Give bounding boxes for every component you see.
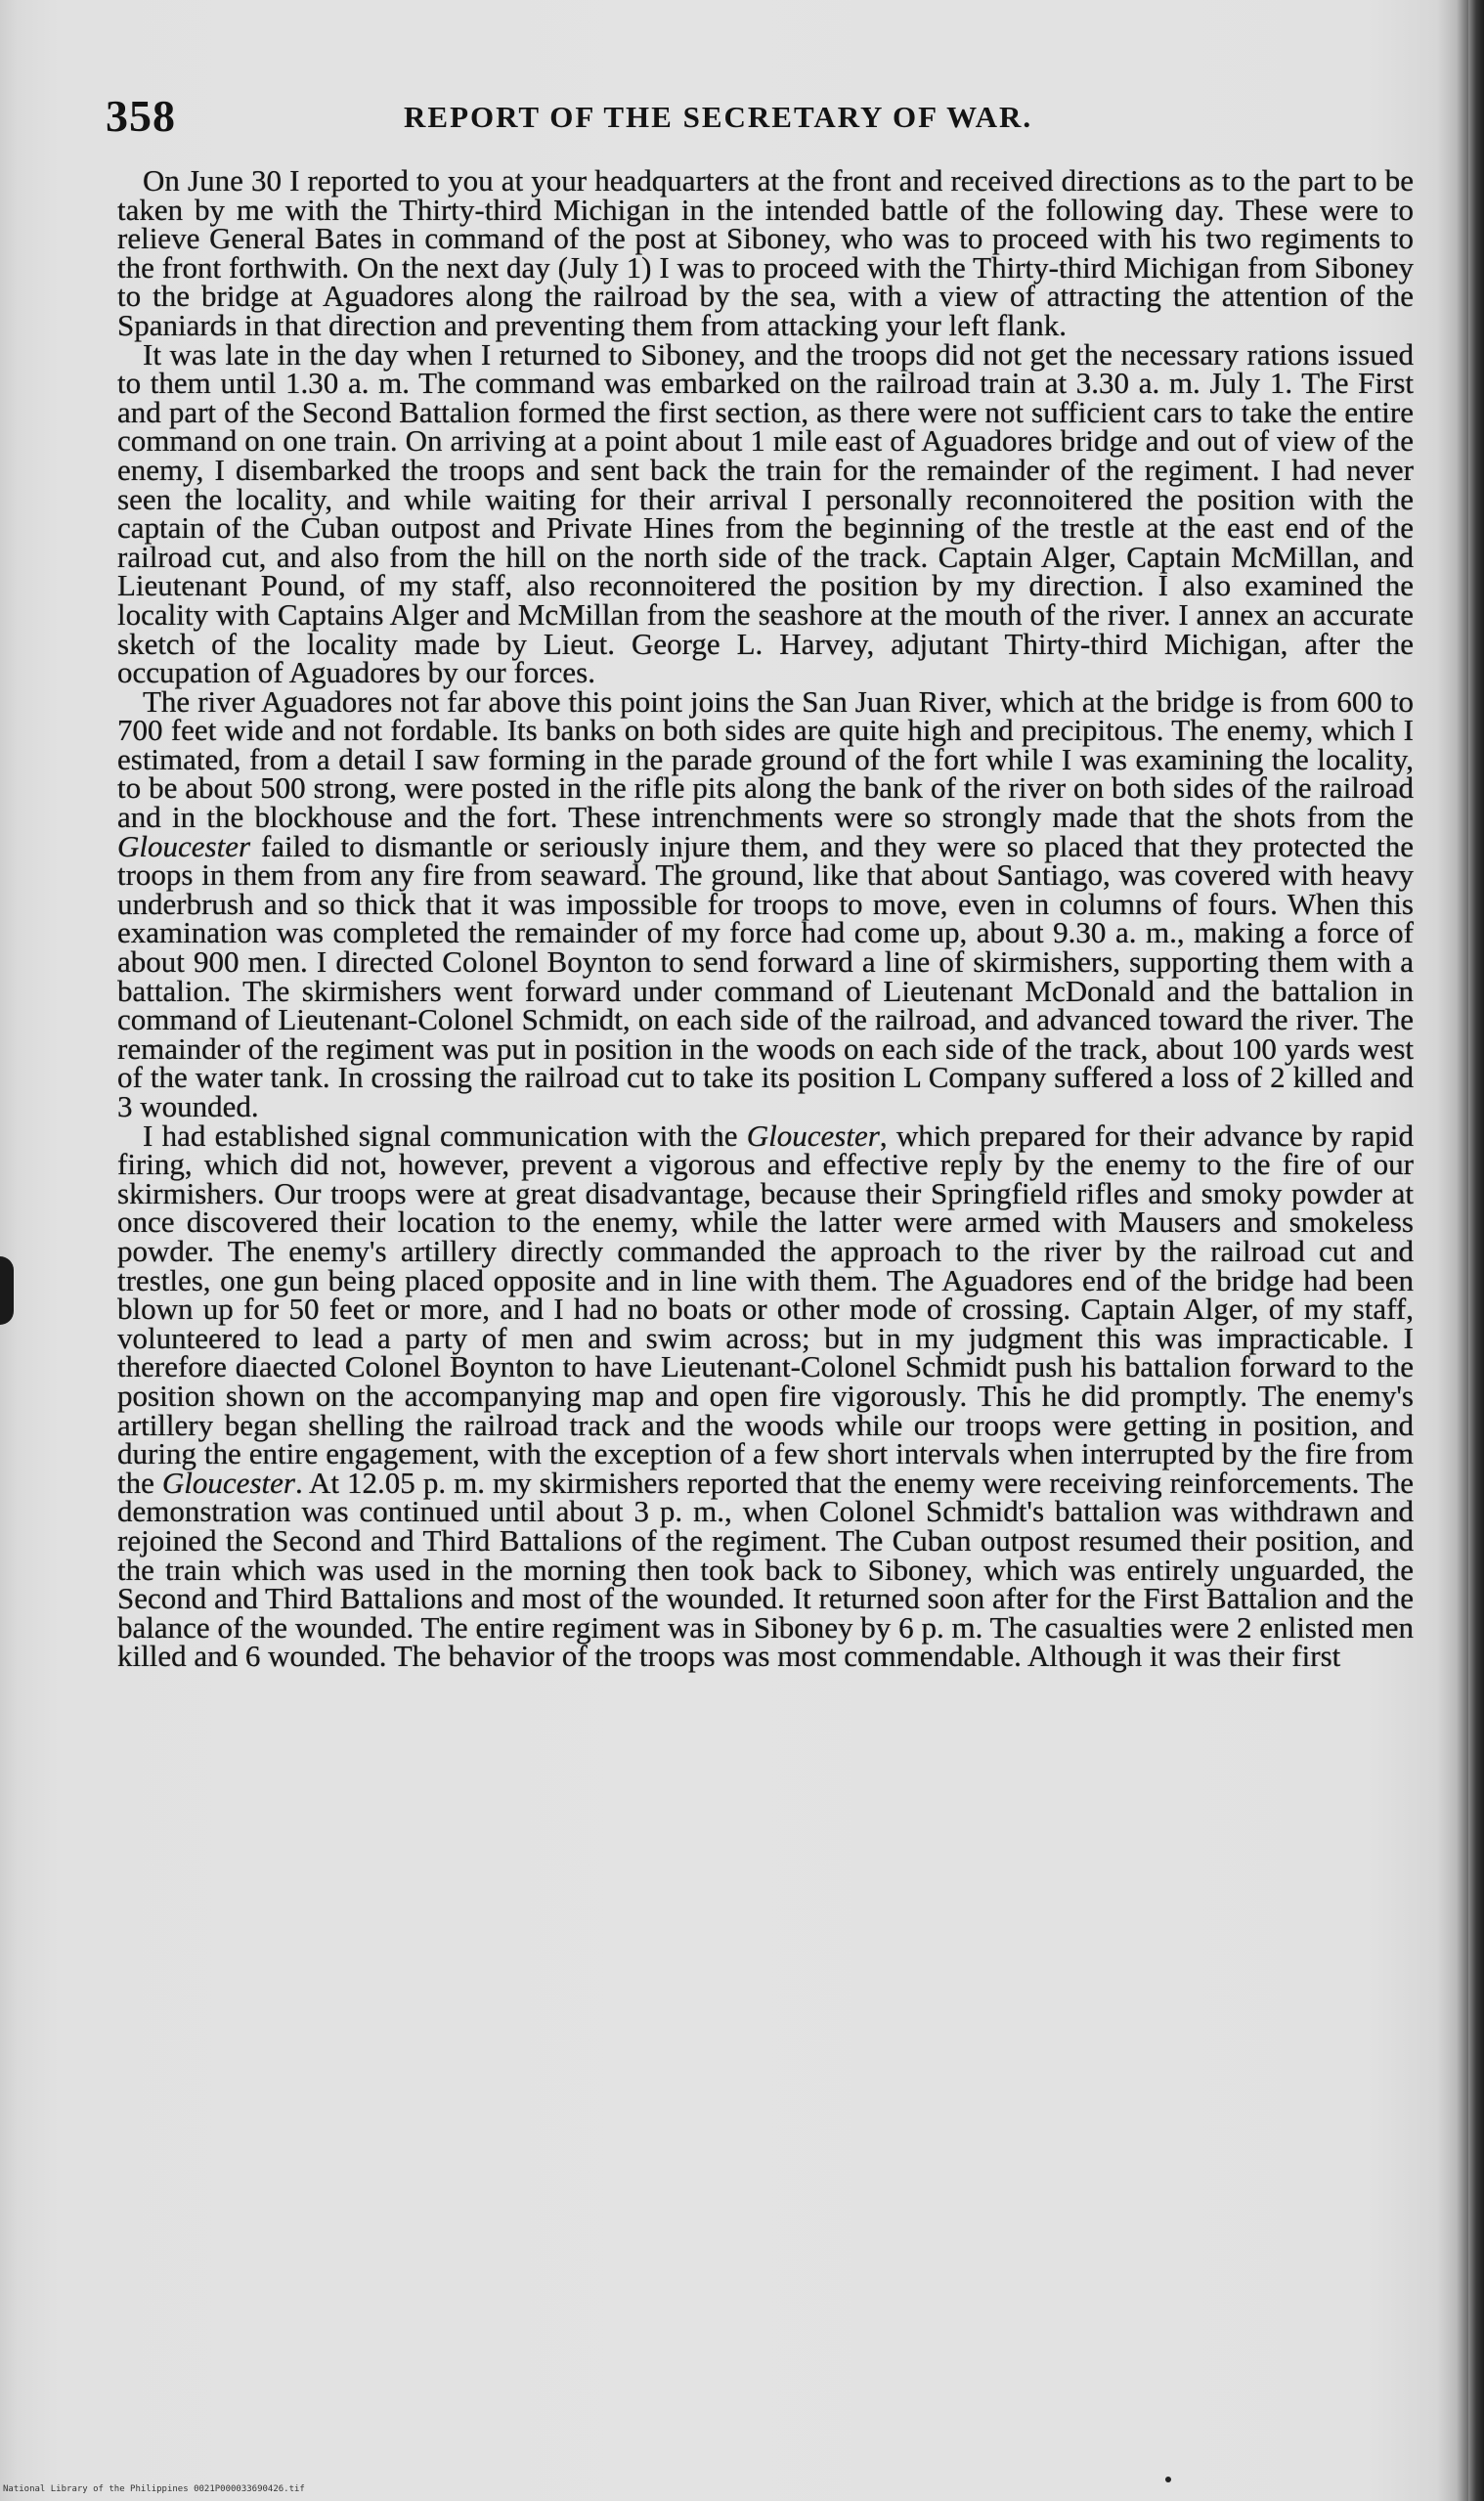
page-number: 358 <box>106 91 176 141</box>
paragraph-text: The river Aguadores not far above this point joins the San Juan River, which at the bridge is from 600 to 700 feet wide and not fordable. Its banks on both sides are quite high and precipitous. The enemy, which I estimated, from a detail I saw forming in the parade ground of the fort while I was examining the locality, to be about 500 strong, were posted in the rifle pits along the bank of the river on both sides of the railroad and in the blockhouse and the fort. These intrenchments were so strongly made that the shots from the <box>117 683 1414 835</box>
paragraph-text: failed to dismantle or seriously injure them, and they were so placed that they protected the troops in them from any fire from seaward. The ground, like that about Santiago, was covered with heavy underbrush and so thick that it was impossible for troops to move, even in columns of fours. When this examination was completed the remainder of my force had come up, about 9.30 a. m., making a force of about 900 men. I directed Colonel Boynton to send forward a line of skirmishers, supporting them with a battalion. The skirmishers went forward under command of Lieutenant McDonald and the battalion in command of Lieutenant-Colonel Schmidt, on each side of the railroad, and advanced toward the river. The remainder of the regiment was put in position in the woods on each side of the track, about 100 yards west of the water tank. In crossing the railroad cut to take its position L Company suffered a loss of 2 killed and 3 wounded. <box>117 828 1414 1123</box>
book-spine-shadow <box>1468 0 1484 2501</box>
paragraph <box>117 163 1414 342</box>
running-title: REPORT OF THE SECRETARY OF WAR. <box>404 100 1033 134</box>
paragraph-text: It was late in the day when I returned to Siboney, and the troops did not get the necessary rations issued to them until 1.30 a. m. The command was embarked on the railroad train at 3.30 a. m. July 1. The First and part of the Second Battalion formed the first section, as there were not sufficient cars to take the entire command on one train. On arriving at a point about 1 mile east of Aguadores bridge and out of view of the enemy, I disembarked the troops and sent back the train for the remainder of the regiment. I had never seen the locality, and while waiting for their arrival I personally reconnoitered the position with the captain of the Cuban outpost and Private Hines from the beginning of the trestle at the east end of the railroad cut, and also from the hill on the north side of the track. Captain Alger, Captain McMillan, and Lieutenant Pound, of my staff, also reconnoitered the position by my direction. I also examined the locality with Captains Alger and McMillan from the seashore at the mouth of the river. I annex an accurate sketch of the locality made by Lieut. George L. Harvey, adjutant Thirty-third Michigan, after the occupation of Aguadores by our forces. <box>117 336 1414 690</box>
paragraph <box>117 336 1414 690</box>
ship-name: Gloucester <box>746 1118 880 1153</box>
page-header <box>106 90 1425 149</box>
scan-speck <box>1165 2477 1171 2482</box>
paragraph-text: I had established signal communication with the <box>143 1118 747 1153</box>
paragraph-text: , which prepared for their advance by rapid firing, which did not, however, prevent a vigorous and effective reply by the enemy to the fire of our skirmishers. Our troops were at great disadvantage, because their Springfield rifles and smoky powder at once discovered their location to the enemy, while the latter were armed with Mausers and smokeless powder. The enemy's artillery directly commanded the approach to the river by the railroad cut and trestles, one gun being placed opposite and in line with them. The Aguadores end of the bridge had been blown up for 50 feet or more, and I had no boats or other mode of crossing. Captain Alger, of my staff, volunteered to lead a party of men and swim across; but in my judgment this was impracticable. I therefore diaected Colonel Boynton to have Lieutenant-Colonel Schmidt push his battalion forward to the position shown on the accompanying map and open fire vigorously. This he did promptly. The enemy's artillery began shelling the railroad track and the woods while our troops were getting in position, and during the entire engagement, with the exception of a few short intervals when interrupted by the fire from the <box>117 1118 1415 1500</box>
paragraph-text: On June 30 I reported to you at your headquarters at the front and received directions as to the part to be taken by me with the Thirty-third Michigan in the intended battle of the following day. These were to relieve General Bates in command of the post at Siboney, who was to proceed with his two regiments to the front forthwith. On the next day (July 1) I was to proceed with the Thirty-third Michigan from Siboney to the bridge at Aguadores along the railroad by the sea, with a view of attracting the attention of the Spaniards in that direction and preventing them from attacking your left flank. <box>117 163 1414 342</box>
scan-footer: National Library of the Philippines 0021P000033690426.tif <box>3 2484 305 2494</box>
paragraph <box>117 683 1414 1123</box>
paragraph <box>117 1118 1415 1674</box>
ship-name: Gloucester <box>161 1465 295 1500</box>
ship-name: Gloucester <box>117 828 251 863</box>
report-body <box>117 163 1415 1674</box>
paragraph-text: . At 12.05 p. m. my skirmishers reported that the enemy were receiving reinforcements. The demonstration was continued until about 3 p. m., when Colonel Schmidt's battalion was withdrawn and rejoined the Second and Third Battalions of the regiment. The Cuban outpost resumed their position, and the train which was used in the morning then took back to Siboney, which was entirely unguarded, the Second and Third Battalions and most of the wounded. It returned soon after for the First Battalion and the balance of the wounded. The entire regiment was in Siboney by 6 p. m. The casualties were 2 enlisted men killed and 6 wounded. The behavior of the troops was most commendable. Although it was their first <box>117 1465 1415 1674</box>
page-edge-mark <box>0 1256 14 1325</box>
